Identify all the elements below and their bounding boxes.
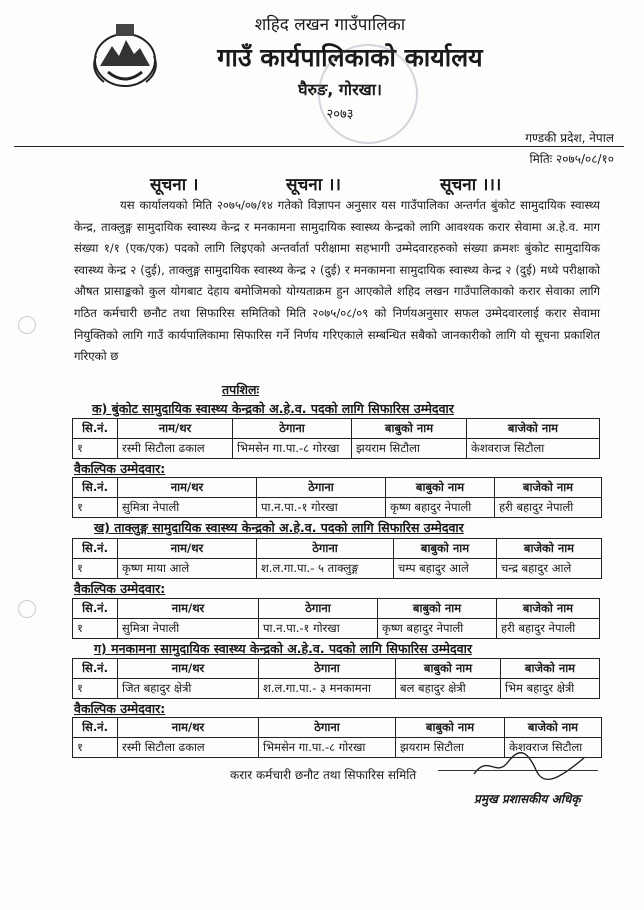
punch-hole [18,600,36,618]
recommended-table-a [72,418,600,459]
section-title-a: क) बुंकोट सामुदायिक स्वास्थ्य केन्द्रको अ.हे.व. पदको लागि सिफारिस उम्मेदवार [92,401,454,416]
table-row [73,559,602,579]
cell-grandfather: केशवराज सिटौला [467,439,600,459]
notice-label-1: सूचना । [150,175,199,195]
cell-name: रस्मी सिटौला ढकाल [118,439,233,459]
col-father: बाबुको नाम [386,478,495,498]
section-title-b: ख) ताक्लुङ्ग सामुदायिक स्वास्थ्य केन्द्रको अ.हे.व. पदको लागि सिफारिस उम्मेदवार [94,520,464,535]
table-header-row [73,419,600,439]
office-address: घैरुङ, गोरखा। [298,80,382,99]
col-sn: सि.नं. [73,478,118,498]
cell-sn: १ [73,738,118,758]
col-name: नाम/थर [118,718,259,738]
col-father: बाबुको नाम [396,659,501,679]
col-address: ठेगाना [259,718,396,738]
cell-name: जित बहादुर क्षेत्री [118,679,259,699]
col-address: ठेगाना [259,659,396,679]
recommended-table-b [72,538,602,579]
col-sn: सि.नं. [73,718,118,738]
col-father: बाबुको नाम [394,539,497,559]
table-header-row [73,718,602,738]
signature-line [438,770,598,771]
cell-grandfather: चन्द्र बहादुर आले [497,559,602,579]
col-father: बाबुको नाम [378,599,497,619]
cell-name: कृष्ण माया आले [118,559,257,579]
col-grandfather: बाजेको नाम [505,718,602,738]
cell-father: बल बहादुर क्षेत्री [396,679,501,699]
table-row [73,439,600,459]
cell-sn: १ [73,619,118,639]
signature-scribble [470,748,590,784]
col-father: बाबुको नाम [396,718,505,738]
cell-grandfather: हरी बहादुर नेपाली [497,619,600,639]
table-header-row [73,478,602,498]
col-name: नाम/थर [118,539,257,559]
table-header-row [73,599,600,619]
col-sn: सि.नं. [73,659,118,679]
cell-father: कृष्ण बहादुर नेपाली [386,498,495,518]
punch-hole [18,316,36,334]
signatory-title: प्रमुख प्रशासकीय अधिकृ [474,792,581,806]
cell-grandfather: केशवराज सिटौला [505,738,602,758]
col-grandfather: बाजेको नाम [501,659,600,679]
cell-grandfather: भिम बहादुर क्षेत्री [501,679,600,699]
col-address: ठेगाना [257,539,394,559]
cell-sn: १ [73,559,118,579]
notice-body: यस कार्यालयको मिति २०७५/०७/१४ गतेको विज्ञापन अनुसार यस गाउँपालिका अन्तर्गत बुंकोट सामुदायिक स्वास्थ्य केन्द्र, ताक्लुङ्ग सामुदायिक स्वास्थ्य केन्द्र र मनकामना सामुदायिक स्वास्थ्य केन्द्रको लागि आवश्यक करार सेवामा अ.हे.व. माग संख्या १/१ (एक/एक) पदको लागि लिइएको अन्तर्वार्ता परीक्षामा सहभागी उम्मेदवारहरुको संख्या क्रमशः बुंकोट सामुदायिक स्वास्थ्य केन्द्र २ (दुई), ताक्लुङ्ग सामुदायिक स्वास्थ्य केन्द्र २ (दुई) र मनकामना सामुदायिक स्वास्थ्य केन्द्र २ (दुई) मध्ये परीक्षाको औषत प्रासाङ्कको कुल योगबाट देहाय बमोजिमको योग्यताक्रम हुन आएकोले शहिद लखन गाउँपालिकाको करार सेवाका लागि गठित कर्मचारी छनौट तथा सिफारिस समितिको मिति २०७५/०८/०९ को निर्णयअनुसार सफल उम्मेदवारलाई करार सेवामा नियुक्तिको लागि गाउँ कार्यपालिकामा सिफारिस गर्ने निर्णय गरिएकाले सम्बन्धित सबैको जानकारीको लागि यो सूचना प्रकाशित गरिएको छ [74,198,600,364]
alternate-title-b: वैकल्पिक उम्मेदवार: [74,581,166,596]
col-father: बाबुको नाम [352,419,467,439]
header-divider [14,146,624,147]
cell-father: झयराम सिटौला [352,439,467,459]
nepal-emblem-icon [86,16,164,94]
col-grandfather: बाजेको नाम [467,419,600,439]
table-header-row [73,659,600,679]
cell-sn: १ [73,439,118,459]
municipality-name: शहिद लखन गाउँपालिका [254,15,406,35]
table-row [73,498,602,518]
cell-father: झयराम सिटौला [396,738,505,758]
office-stamp [318,44,418,144]
cell-name: रस्मी सिटौला ढकाल [118,738,259,758]
table-row [73,619,600,639]
committee-name: करार कर्मचारी छनौट तथा सिफारिस समिति [230,768,417,782]
cell-address: श.ल.गा.पा.- ५ ताक्लुङ्ग [257,559,394,579]
cell-address: भिमसेन गा.पा.-८ गोरखा [259,738,396,758]
notice-label-2: सूचना ।। [286,175,341,195]
alternate-title-c: वैकल्पिक उम्मेदवार: [74,701,166,716]
col-address: ठेगाना [233,419,352,439]
notice-label-3: सूचना ।।। [440,175,502,195]
alternate-table-b [72,598,600,639]
cell-name: सुमित्रा नेपाली [118,619,259,639]
cell-sn: १ [73,498,118,518]
col-name: नाम/थर [118,419,233,439]
alternate-title-a: वैकल्पिक उम्मेदवार: [74,461,166,476]
col-address: ठेगाना [259,599,378,619]
col-sn: सि.नं. [73,599,118,619]
cell-sn: १ [73,679,118,699]
col-name: नाम/थर [118,478,257,498]
cell-grandfather: हरी बहादुर नेपाली [495,498,602,518]
cell-name: सुमित्रा नेपाली [118,498,257,518]
section-title-c: ग) मनकामना सामुदायिक स्वास्थ्य केन्द्रको अ.हे.व. पदको लागि सिफारिस उम्मेदवार [94,641,472,656]
notice-date: मितिः २०७५/०८/१० [529,152,614,166]
office-name: गाउँ कार्यपालिकाको कार्यालय [217,43,483,72]
col-grandfather: बाजेको नाम [495,478,602,498]
cell-father: चम्प बहादुर आले [394,559,497,579]
col-address: ठेगाना [257,478,386,498]
established-year: २०७३ [326,107,354,122]
col-sn: सि.नं. [73,419,118,439]
col-grandfather: बाजेको नाम [497,599,600,619]
cell-address: पा.न.पा.-१ गोरखा [259,619,378,639]
col-name: नाम/थर [118,659,259,679]
col-grandfather: बाजेको नाम [497,539,602,559]
province-label: गण्डकी प्रदेश, नेपाल [525,131,614,145]
table-header-row [73,539,602,559]
alternate-table-a [72,477,602,518]
col-sn: सि.नं. [73,539,118,559]
table-row [73,679,600,699]
details-label: तपशिलः [222,382,259,397]
cell-address: भिमसेन गा.पा.-८ गोरखा [233,439,352,459]
col-name: नाम/थर [118,599,259,619]
recommended-table-c [72,658,600,699]
cell-address: पा.न.पा.-१ गोरखा [257,498,386,518]
cell-father: कृष्ण बहादुर नेपाली [378,619,497,639]
cell-address: श.ल.गा.पा.- ३ मनकामना [259,679,396,699]
